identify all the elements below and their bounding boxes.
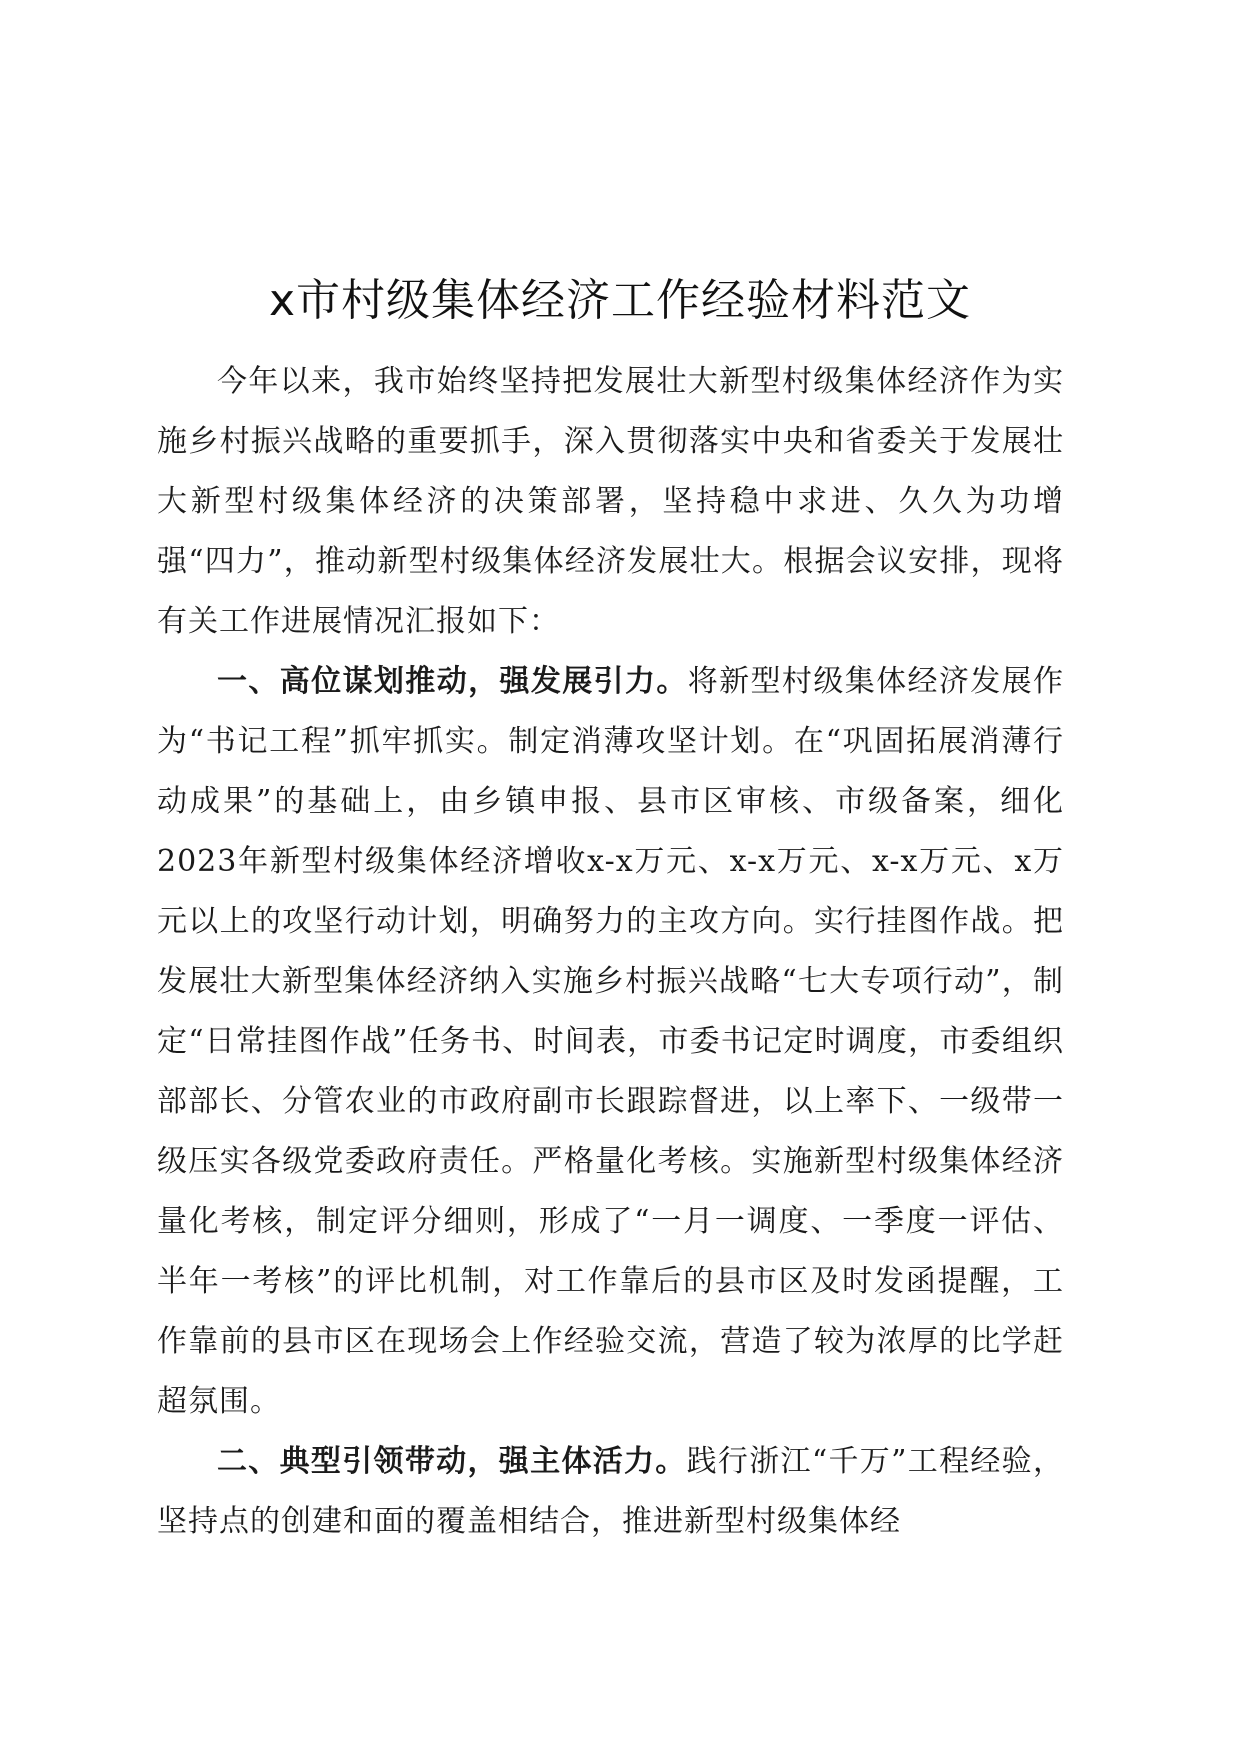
section-two-text: 践行浙江“千万”工程经验，坚持点的创建和面的覆盖相结合，推进新型村级集体经 — [157, 1444, 1064, 1539]
section-one-text: 将新型村级集体经济发展作为“书记工程”抓牢抓实。制定消薄攻坚计划。在“巩固拓展消薄行动成果”的基础上，由乡镇申报、县市区审核、市级备案，细化2023年新型村级集体经济增收x-x万元、x-x万元、x-x万元、x万元以上的攻坚行动计划，明确努力的主攻方向。实行挂图作战。把发展壮大新型集体经济纳入实施乡村振兴战略“七大专项行动”，制定“日常挂图作战”任务书、时间表，市委书记定时调度，市委组织部部长、分管农业的市政府副市长跟踪督进，以上率下、一级带一级压实各级党委政府责任。严格量化考核。实施新型村级集体经济量化考核，制定评分细则，形成了“一月一调度、一季度一评估、半年一考核”的评比机制，对工作靠后的县市区及时发函提醒，工作靠前的县市区在现场会上作经验交流，营造了较为浓厚的比学赶超氛围。 — [157, 664, 1065, 1419]
document-body — [157, 352, 1064, 1552]
section-two-heading: 二、典型引领带动，强主体活力。 — [217, 1444, 687, 1479]
section-two-paragraph — [157, 1432, 1064, 1552]
section-one-paragraph — [157, 652, 1064, 1432]
document-title: x市村级集体经济工作经验材料范文 — [268, 275, 972, 327]
section-one-heading: 一、高位谋划推动，强发展引力。 — [217, 664, 688, 699]
intro-paragraph-text: 今年以来，我市始终坚持把发展壮大新型村级集体经济作为实施乡村振兴战略的重要抓手，深入贯彻落实中央和省委关于发展壮大新型村级集体经济的决策部署，坚持稳中求进、久久为功增强“四力”，推动新型村级集体经济发展壮大。根据会议安排，现将有关工作进展情况汇报如下： — [157, 364, 1064, 639]
intro-paragraph — [157, 352, 1064, 652]
